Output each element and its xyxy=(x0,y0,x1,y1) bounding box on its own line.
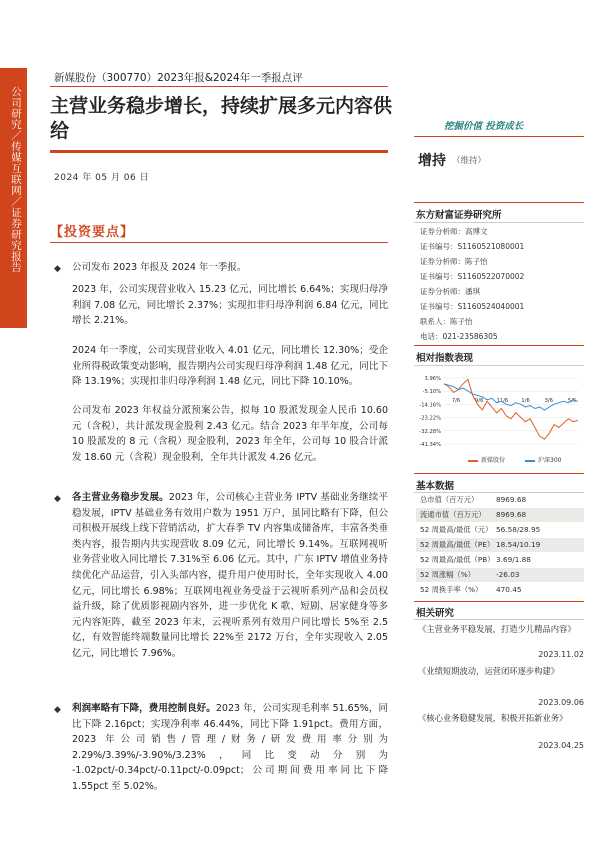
bullet-icon: ◆ xyxy=(54,705,61,715)
x-tick-label: 9/6 xyxy=(475,397,484,404)
key-data-row xyxy=(416,553,584,567)
related-report-title: 《主营业务平稳发展，打造少儿精品内容》 xyxy=(418,624,576,634)
key-data-row xyxy=(416,493,584,507)
key-data-heading: 基本数据 xyxy=(416,481,455,492)
report-subtitle: 新媒股份（300770）2023年报&2024年一季报点评 xyxy=(54,72,303,84)
legend-swatch xyxy=(468,460,478,462)
report-date: 2024 年 05 月 06 日 xyxy=(54,173,150,183)
key-data-row xyxy=(416,538,584,552)
relative-performance-chart xyxy=(416,370,584,468)
rating-note: （维持） xyxy=(452,156,487,166)
institute-name: 东方财富证券研究所 xyxy=(416,210,502,221)
related-report-title: 《业绩短期波动，运营闭环逐步构建》 xyxy=(418,666,560,676)
key-data-label: 52 周最高/最低（PE） xyxy=(420,540,495,549)
key-data-row xyxy=(416,583,584,597)
chart-heading: 相对指数表现 xyxy=(416,353,474,364)
bullet-icon: ◆ xyxy=(54,494,61,504)
rating: 增持 xyxy=(418,153,446,169)
section-heading: 【投资要点】 xyxy=(50,225,135,240)
analyst-line: 证券分析师：高博文 xyxy=(420,227,488,236)
key-data-row xyxy=(416,508,584,522)
paragraph xyxy=(72,701,388,795)
paragraph: 公司发布 2023 年报及 2024 年一季报。 xyxy=(72,262,247,273)
key-data-value: 470.45 xyxy=(496,585,522,594)
paragraph: 公司发布 2023 年权益分派预案公告，拟每 10 股派发现金人民币 10.60 元（含税），共计派发现金股利 2.43 亿元。结合 2023 年半年度，公司每 10 股派发的 8 元（含税）现金股利，2023 年全年，公司每 10 股合计派发 18.60 元（含税）现金股利，全年共计派发 4.26 亿元。 xyxy=(72,405,388,463)
divider xyxy=(414,345,584,346)
key-data-value: 8969.68 xyxy=(496,495,527,504)
y-tick-label: -32.28% xyxy=(419,428,441,435)
key-data-label: 52 周换手率（%） xyxy=(420,585,483,594)
key-data-value: -26.03 xyxy=(496,570,520,579)
divider xyxy=(414,601,584,602)
x-tick-label: 3/6 xyxy=(544,397,553,404)
bullet-icon: ◆ xyxy=(54,264,61,274)
divider xyxy=(414,473,584,474)
x-tick-label: 1/6 xyxy=(521,397,530,404)
key-data-label: 总市值（百万元） xyxy=(420,495,479,504)
key-data-row xyxy=(416,568,584,582)
series-line xyxy=(444,384,578,410)
x-tick-label: 5/6 xyxy=(567,397,577,404)
paragraph xyxy=(72,490,388,662)
related-report-date: 2023.04.25 xyxy=(538,741,584,750)
paragraph-lead: 利润率略有下降，费用控制良好。 xyxy=(72,703,216,714)
y-tick-label: -23.22% xyxy=(419,415,441,422)
y-tick-label: 3.96% xyxy=(424,376,441,382)
analyst-line: 证书编号：S1160521080001 xyxy=(420,242,525,251)
x-tick-label: 11/6 xyxy=(496,397,509,404)
legend-item xyxy=(525,455,561,464)
page-title: 主营业务稳步增长，持续扩展多元内容供给 xyxy=(50,95,393,142)
y-tick-label: -41.34% xyxy=(419,442,441,448)
legend-item xyxy=(468,455,505,464)
divider xyxy=(50,86,388,87)
analyst-line: 证书编号：S1160522070002 xyxy=(420,272,525,281)
divider xyxy=(414,136,584,137)
analyst-line: 证书编号：S1160524040001 xyxy=(420,302,525,311)
x-tick-label: 7/6 xyxy=(451,397,461,404)
key-data-value: 8969.68 xyxy=(496,510,527,519)
legend-label: 新媒股份 xyxy=(481,457,506,464)
analyst-line: 电话：021-23586305 xyxy=(420,332,498,341)
related-report-title: 《核心业务稳健发展，积极开拓新业务》 xyxy=(418,713,568,723)
paragraph-lead: 各主营业务稳步发展。 xyxy=(72,492,169,503)
analyst-line: 证券分析师：陈子怡 xyxy=(420,257,488,266)
divider xyxy=(414,202,584,203)
divider xyxy=(414,365,584,366)
paragraph: 2023 年，公司实现营业收入 15.23 亿元，同比增长 6.64%；实现归母净利润 7.08 亿元，同比增长 2.37%；实现扣非归母净利润 6.84 亿元，同比增长 2.21%。 xyxy=(72,284,388,327)
related-report-date: 2023.11.02 xyxy=(538,650,584,659)
key-data-label: 52 周涨幅（%） xyxy=(420,570,476,579)
legend-swatch xyxy=(525,460,535,462)
key-data-row xyxy=(416,523,584,537)
key-data-label: 52 周最高/最低（PB） xyxy=(420,555,495,564)
related-heading: 相关研究 xyxy=(416,608,455,619)
y-tick-label: -5.10% xyxy=(422,389,441,396)
analyst-line: 证券分析师：潘琪 xyxy=(420,287,480,296)
analyst-line: 联系人：陈子怡 xyxy=(420,317,473,326)
y-tick-label: -14.16% xyxy=(419,402,441,409)
key-data-value: 18.54/10.19 xyxy=(496,540,541,549)
divider xyxy=(414,619,584,620)
paragraph-body: 2023 年，公司实现毛利率 51.65%，同比下降 2.16pct；实现净利率 46.44%，同比下降 1.91pct。费用方面，2023 年公司销售/管理/财务/研发费用率分别为 2.29%/3.39%/-3.90%/3.23%，同比变动分别为 -1.02pct/-0.34pct/-0.11pct/-0.09pct；公司期间费用率同比下降 1.55pct 至 5.02%。 xyxy=(72,703,388,792)
divider xyxy=(414,222,584,223)
sidebar-category: 公司研究／传媒互联网／证券研究报告 xyxy=(10,86,22,273)
divider xyxy=(50,150,388,153)
key-data-label: 流通市值（百万元） xyxy=(420,510,486,519)
divider xyxy=(50,242,388,243)
paragraph-body: 2023 年，公司核心主营业务 IPTV 基础业务继续平稳发展，IPTV 基础业务有效用户数为 1951 万户，虽同比略有下降，但公司积极开展线上线下营销活动，扩大春季 TV 内容集成储备库，丰富各类垂类内容，报告期内共实现营收 8.09 亿元，同比增长 9.14%。互联网视听业务营业收入同比增长 7.31%至 6.06 亿元。其中，广东 IPTV 增值业务持续优化产品运营，引入头部内容，提升用户使用时长，全年实现收入 4.00 亿元，同比增长 6.98%；互联网电视业务受益于云视听系列产品和会员权益升级，除了优质影视剧内容外，进一步优化 K 歌、短剧、居家健身等多元内容矩阵，截至 2023 年末，云视听系列有效用户同比增长 5%至 2.5 亿，有效智能终端数量同比增长 22%至 2172 万台，全年实现收入 2.05 亿元，同比增长 7.96%。 xyxy=(72,492,388,659)
key-data-label: 52 周最高/最低（元） xyxy=(420,525,493,534)
key-data-value: 56.58/28.95 xyxy=(496,525,541,534)
related-report-date: 2023.09.06 xyxy=(538,698,584,707)
slogan: 挖掘价值 投资成长 xyxy=(444,121,524,132)
key-data-value: 3.69/1.88 xyxy=(496,555,531,564)
paragraph: 2024 年一季度，公司实现营业收入 4.01 亿元，同比增长 12.30%；受企业所得税政策变动影响，报告期内公司实现归母净利润 1.48 亿元，同比下降 13.19%；实现扣非归母净利润 1.48 亿元，同比下降 10.10%。 xyxy=(72,345,388,388)
legend-label: 沪深300 xyxy=(538,457,562,464)
